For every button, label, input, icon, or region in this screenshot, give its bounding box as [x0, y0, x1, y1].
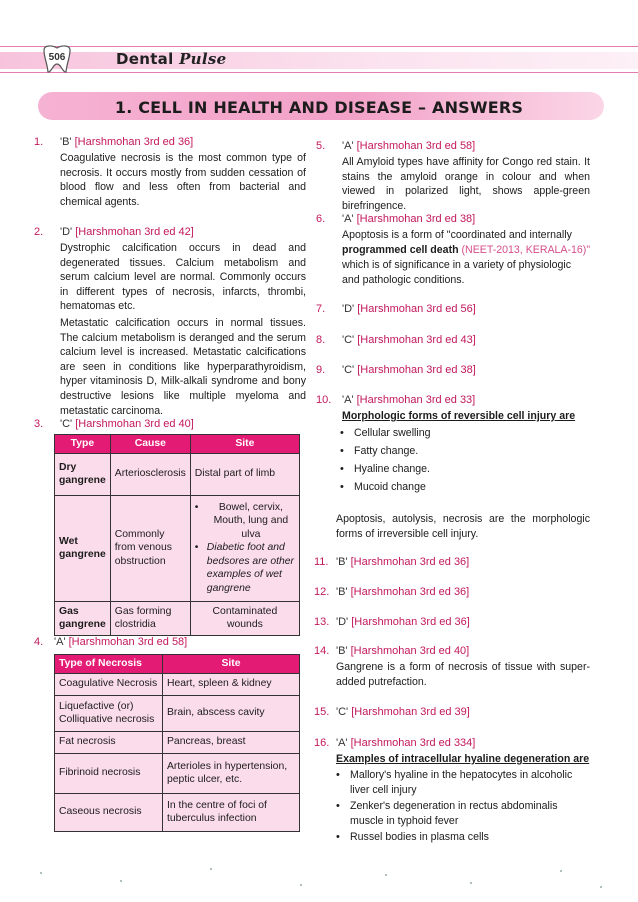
col-header-type: Type	[55, 435, 111, 454]
brand-main: Dental	[116, 50, 180, 68]
table-row	[55, 601, 300, 635]
q1-text: Coagulative necrosis is the most common type of necrosis. It occurs mostly from sudden cessation of blood flow and less often from bacterial and chemical agents.	[60, 152, 306, 208]
table-row	[55, 695, 300, 731]
q16-number: 16.	[314, 737, 330, 749]
q10-answer: 'A' [Harshmohan 3rd ed 33]	[342, 394, 476, 406]
q11-answer: 'B' [Harshmohan 3rd ed 36]	[336, 556, 470, 568]
q5-text: All Amyloid types have affinity for Congo red stain. It stains the amyloid orange in colour and when viewed in polarized light, shows apple-green birefringence.	[342, 156, 590, 212]
q6-text-line3: which is of significance in a variety of physiologic and pathologic conditions.	[342, 259, 572, 286]
q2-answer: 'D' [Harshmohan 3rd ed 42]	[60, 226, 194, 238]
cell-site: Contaminated wounds	[190, 601, 299, 635]
q11-number: 11.	[314, 556, 329, 568]
cell-site	[190, 495, 299, 601]
q12-number: 12.	[314, 586, 330, 598]
q3-number: 3.	[34, 418, 44, 430]
cell-type: Coagulative Necrosis	[55, 673, 163, 695]
gangrene-table	[54, 434, 300, 636]
cell-type: Fat necrosis	[55, 731, 163, 753]
q9-number: 9.	[316, 364, 326, 376]
q8-answer: 'C' [Harshmohan 3rd ed 43]	[342, 334, 476, 346]
cell-site: Arterioles in hypertension, peptic ulcer, etc.	[163, 753, 300, 793]
q14-number: 14.	[314, 645, 330, 657]
col-header-site: Site	[190, 435, 299, 454]
q4-number: 4.	[34, 636, 44, 648]
q6-answer: 'A' [Harshmohan 3rd ed 38]	[342, 213, 476, 225]
table-row	[55, 673, 300, 695]
cell-type: Gas gangrene	[55, 601, 111, 635]
q2-text-metastatic: Metastatic calcification occurs in normal tissues. The calcium metabolism is deranged and the serum calcium level is increased. Metastatic calcifications are seen in conditions like hyperparathyroidism, hyper vitaminosis D, Milk-alkali syndrome and bony destructive lesions like multiple myeloma and metastatic carcinoma.	[60, 317, 306, 417]
q15-answer: 'C' [Harshmohan 3rd ed 39]	[336, 706, 470, 718]
q2-number: 2.	[34, 226, 44, 238]
q8-number: 8.	[316, 334, 326, 346]
q6-number: 6.	[316, 213, 326, 225]
list-item: • Mallory's hyaline in the hepatocytes in alcoholic liver cell injury	[336, 768, 590, 797]
q14-answer: 'B' [Harshmohan 3rd ed 40]	[336, 645, 470, 657]
cell-cause: Gas forming clostridia	[110, 601, 190, 635]
page-title: 1. CELL IN HEALTH AND DISEASE – ANSWERS	[114, 98, 524, 117]
list-item: • Mucoid change	[340, 480, 426, 495]
q5-number: 5.	[316, 140, 326, 152]
q4-answer: 'A' [Harshmohan 3rd ed 58]	[54, 636, 188, 648]
cell-type: Wet gangrene	[55, 495, 111, 601]
q15-number: 15.	[314, 706, 330, 718]
brand-script: Pulse	[179, 50, 227, 68]
cell-site: Distal part of limb	[190, 453, 299, 495]
q16-heading: Examples of intracellular hyaline degeneration are	[336, 753, 590, 765]
col-header-necrosis: Type of Necrosis	[55, 655, 163, 674]
cell-cause: Arteriosclerosis	[110, 453, 190, 495]
site-bullet: • Diabetic foot and bedsores are other examples of wet gangrene	[194, 542, 295, 595]
list-item: • Zenker's degeneration in rectus abdominalis muscle in typhoid fever	[336, 799, 590, 828]
q1-answer: 'B' [Harshmohan 3rd ed 36]	[60, 136, 194, 148]
list-item: • Fatty change.	[340, 444, 418, 459]
header-rule-top	[0, 46, 638, 47]
header-band	[0, 52, 638, 69]
q7-number: 7.	[316, 303, 326, 315]
table-row	[55, 453, 300, 495]
q10-number: 10.	[316, 394, 332, 406]
q1-number: 1.	[34, 136, 44, 148]
cell-type: Caseous necrosis	[55, 793, 163, 831]
q9-answer: 'C' [Harshmohan 3rd ed 38]	[342, 364, 476, 376]
q14-text: Gangrene is a form of necrosis of tissue with super-added putrefaction.	[336, 661, 590, 688]
q12-answer: 'B' [Harshmohan 3rd ed 36]	[336, 586, 470, 598]
col-header-site: Site	[163, 655, 300, 674]
brand-logo	[116, 50, 226, 68]
table-row	[55, 753, 300, 793]
q2-text-dystrophic: Dystrophic calcification occurs in dead and degenerated tissues. Calcium metabolism and serum calcium level are normal. Commonly occurs in different types of necrosis, infarcts, thrombi, hematomas etc.	[60, 242, 306, 313]
cell-type: Dry gangrene	[55, 453, 111, 495]
q5-answer: 'A' [Harshmohan 3rd ed 58]	[342, 140, 476, 152]
cell-type: Liquefactive (or) Colliquative necrosis	[55, 695, 163, 731]
table-row	[55, 495, 300, 601]
q6-text-line1: Apoptosis is a form of "coordinated and internally	[342, 229, 572, 241]
q13-answer: 'D' [Harshmohan 3rd ed 36]	[336, 616, 470, 628]
site-bullet: • Bowel, cervix, Mouth, lung and ulva	[194, 501, 289, 540]
q7-answer: 'D' [Harshmohan 3rd ed 56]	[342, 303, 476, 315]
cell-cause: Commonly from venous obstruction	[110, 495, 190, 601]
necrosis-table	[54, 654, 300, 832]
cell-type: Fibrinoid necrosis	[55, 753, 163, 793]
q13-number: 13.	[314, 616, 330, 628]
page-number: 506	[48, 52, 66, 63]
table-row	[55, 731, 300, 753]
header-rule-bottom	[0, 72, 638, 73]
q16-answer: 'A' [Harshmohan 3rd ed 334]	[336, 737, 476, 749]
q3-answer: 'C' [Harshmohan 3rd ed 40]	[60, 418, 194, 430]
list-item: • Hyaline change.	[340, 462, 430, 477]
cell-site: In the centre of foci of tuberculus infection	[163, 793, 300, 831]
list-item: • Russel bodies in plasma cells	[336, 830, 590, 845]
q10-heading: Morphologic forms of reversible cell injury are	[342, 410, 576, 422]
cell-site: Pancreas, breast	[163, 731, 300, 753]
list-item: • Cellular swelling	[340, 426, 431, 441]
q6-text-line2: programmed cell death (NEET-2013, KERALA-16)"	[342, 244, 591, 256]
q10-text: Apoptosis, autolysis, necrosis are the morphologic forms of irreversible cell injury.	[336, 513, 590, 540]
col-header-cause: Cause	[110, 435, 190, 454]
table-row	[55, 793, 300, 831]
cell-site: Brain, abscess cavity	[163, 695, 300, 731]
cell-site: Heart, spleen & kidney	[163, 673, 300, 695]
